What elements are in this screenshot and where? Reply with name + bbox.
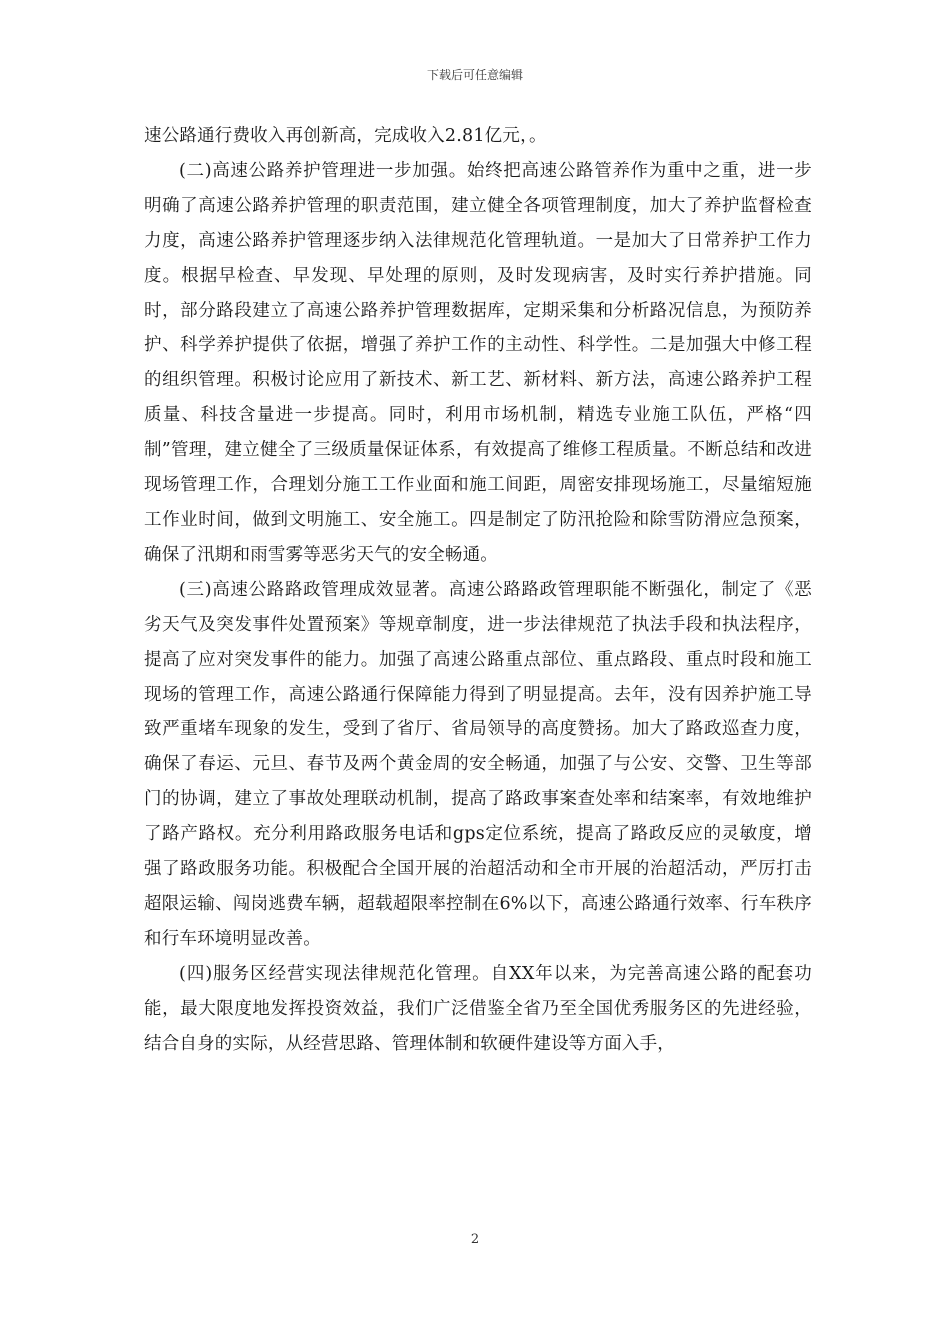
page-header: 下载后可任意编辑 — [426, 68, 523, 82]
page-number: 2 — [470, 1232, 480, 1247]
paragraph-maintenance: (二)高速公路养护管理进一步加强。始终把高速公路管养作为重中之重，进一步明确了高速公路养护管理的职责范围，建立健全各项管理制度，加大了养护监督检查力度，高速公路养护管理逐步纳入法律规范化管理轨道。一是加大了日常养护工作力度。根据早检查、早发现、早处理的原则，及时发现病害，及时实行养护措施。同时，部分路段建立了高速公路养护管理数据库，定期采集和分析路况信息，为预防养护、科学养护提供了依据，增强了养护工作的主动性、科学性。二是加强大中修工程的组织管理。积极讨论应用了新技术、新工艺、新材料、新方法，高速公路养护工程质量、科技含量进一步提高。同时，利用市场机制，精选专业施工队伍，严格“四制”管理，建立健全了三级质量保证体系，有效提高了维修工程质量。不断总结和改进现场管理工作，合理划分施工工作业面和施工间距，周密安排现场施工，尽量缩短施工作业时间，做到文明施工、安全施工。四是制定了防汛抢险和除雪防滑应急预案，确保了汛期和雨雪雾等恶劣天气的安全畅通。 — [144, 160, 812, 565]
document-body — [144, 119, 812, 1061]
paragraph-continuation: 速公路通行费收入再创新高，完成收入2.81亿元，。 — [144, 126, 547, 146]
paragraph-road-administration: (三)高速公路路政管理成效显著。高速公路路政管理职能不断强化，制定了《恶劣天气及突发事件处置预案》等规章制度，进一步法律规范了执法手段和执法程序，提高了应对突发事件的能力。加强了高速公路重点部位、重点路段、重点时段和施工现场的管理工作，高速公路通行保障能力得到了明显提高。去年，没有因养护施工导致严重堵车现象的发生，受到了省厅、省局领导的高度赞扬。加大了路政巡查力度，确保了春运、元旦、春节及两个黄金周的安全畅通，加强了与公安、交警、卫生等部门的协调，建立了事故处理联动机制，提高了路政事案查处率和结案率，有效地维护了路产路权。充分利用路政服务电话和gps定位系统，提高了路政反应的灵敏度，增强了路政服务功能。积极配合全国开展的治超活动和全市开展的治超活动，严厉打击超限运输、闯岗逃费车辆，超载超限率控制在6%以下，高速公路通行效率、行车秩序和行车环境明显改善。 — [144, 579, 812, 949]
paragraph-service-area: (四)服务区经营实现法律规范化管理。自XX年以来，为完善高速公路的配套功能，最大限度地发挥投资效益，我们广泛借鉴全省乃至全国优秀服务区的先进经验，结合自身的实际，从经营思路、管理体制和软硬件建设等方面入手， — [144, 963, 812, 1054]
